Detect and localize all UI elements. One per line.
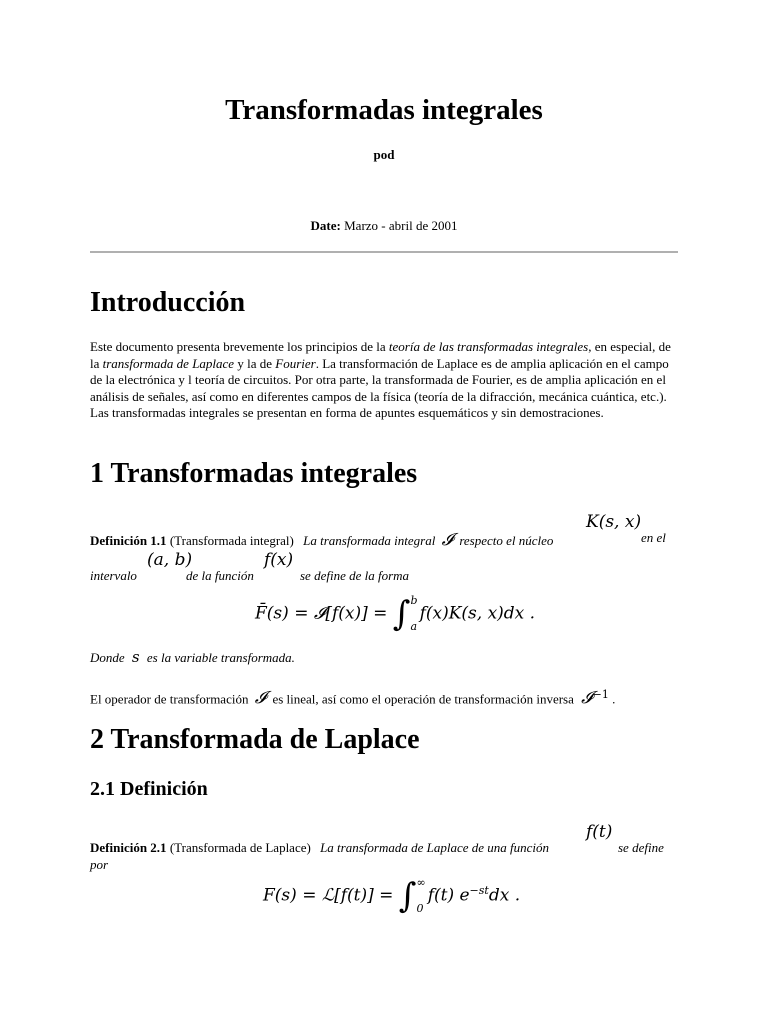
eq2-limits	[417, 870, 426, 922]
intro-text-4: transformada de Laplace	[102, 355, 235, 371]
definition-2-1-name: (Transformada de Laplace)	[166, 840, 315, 855]
definition-1-1-name: (Transformada integral)	[166, 533, 298, 548]
donde-variable: s	[131, 648, 140, 666]
definition-2-1-label: Definición 2.1	[90, 840, 167, 855]
section2-heading: 2 Transformada de Laplace	[90, 724, 420, 755]
donde-line	[90, 648, 295, 666]
def11-text-a: La transformada integral	[303, 533, 436, 548]
operator-symbol-2: 𝓘	[254, 688, 267, 709]
operator-text-b: es lineal, así como el operación de transformación inversa	[272, 691, 574, 707]
eq1-lower-limit: a	[410, 620, 418, 633]
definition-1-1-label: Definición 1.1	[90, 533, 167, 548]
operator-end: .	[612, 691, 616, 707]
def21-text-c: por	[90, 857, 109, 872]
integral-transform-equation	[255, 588, 535, 640]
eq2-lower-limit: 0	[416, 902, 424, 915]
intro-text-6: Fourier	[275, 355, 316, 371]
kernel-math: K(s, x)	[586, 512, 642, 532]
def21-text-b: se define	[618, 840, 664, 855]
date-value: Marzo - abril de 2001	[344, 218, 458, 233]
def11-text-b: respecto el núcleo	[459, 533, 554, 548]
eq2-rhs-b: dx .	[488, 885, 521, 906]
operator-text-a: El operador de transformación	[90, 691, 249, 707]
inverse-operator-symbol: 𝓘	[581, 688, 593, 709]
donde-text-b: es la variable transformada.	[146, 650, 295, 665]
function-t-math: f(t)	[586, 822, 613, 842]
section1-heading: 1 Transformadas integrales	[90, 458, 418, 489]
eq2-rhs-a: f(t) e	[427, 885, 470, 906]
eq1-rhs: f(x)K(s, x)dx .	[419, 603, 536, 624]
donde-text-a: Donde	[90, 650, 125, 665]
eq2-upper-limit: ∞	[416, 876, 426, 889]
eq1-limits	[411, 588, 418, 640]
intro-text-2: teoría de las transformadas integrales	[388, 339, 589, 354]
intro-text-7: . La transformación de Laplace es de amplia aplicación en el campo de la electrónica y l teoría de circuitos. Por otra parte, la transformada de Fourier, es de amplia aplicación en el análisis de señales, así como en diferentes campos de la física (teoría de la difracción, mecánica cuántica, etc.). Las transformadas integrales se presentan en forma de apuntes esquemáticos y sin demostraciones.	[90, 355, 669, 420]
header-divider	[90, 251, 678, 253]
intro-paragraph	[90, 339, 680, 422]
def11-text-e: de la función	[186, 568, 254, 583]
integral-sign: ∫	[392, 594, 411, 634]
intro-text-1: Este documento presenta brevemente los principios de la	[90, 339, 389, 354]
eq2-exponent: −st	[469, 883, 489, 897]
eq1-lhs: F̄(s) = 𝓘[f(x)] =	[255, 603, 393, 624]
definition-1-1-line1	[90, 530, 553, 550]
function-math: f(x)	[264, 550, 294, 570]
subsection-2-1-heading: 2.1 Definición	[90, 778, 208, 800]
intro-heading: Introducción	[90, 287, 246, 318]
operator-line	[90, 688, 615, 708]
document-date	[0, 218, 768, 234]
intro-text-3: , en especial, de la	[90, 339, 671, 371]
document-author: pod	[373, 147, 395, 162]
inverse-superscript: −1	[592, 688, 609, 701]
interval-math: (a, b)	[147, 550, 193, 570]
eq2-lhs: F(s) = ℒ[f(t)] =	[263, 885, 399, 906]
eq1-upper-limit: b	[410, 594, 418, 607]
operator-symbol: 𝓘	[441, 530, 454, 550]
document-title: Transformadas integrales	[225, 94, 543, 126]
intro-text-5: y la de	[234, 355, 276, 371]
def11-text-d: intervalo	[90, 568, 137, 583]
date-label: Date:	[310, 218, 341, 233]
laplace-equation	[263, 870, 520, 922]
def11-text-c: en el	[641, 530, 666, 545]
def21-text-a: La transformada de Laplace de una función	[320, 840, 550, 855]
integral-sign-2: ∫	[398, 876, 417, 916]
definition-2-1-line1	[90, 840, 549, 856]
def11-text-f: se define de la forma	[300, 568, 410, 583]
